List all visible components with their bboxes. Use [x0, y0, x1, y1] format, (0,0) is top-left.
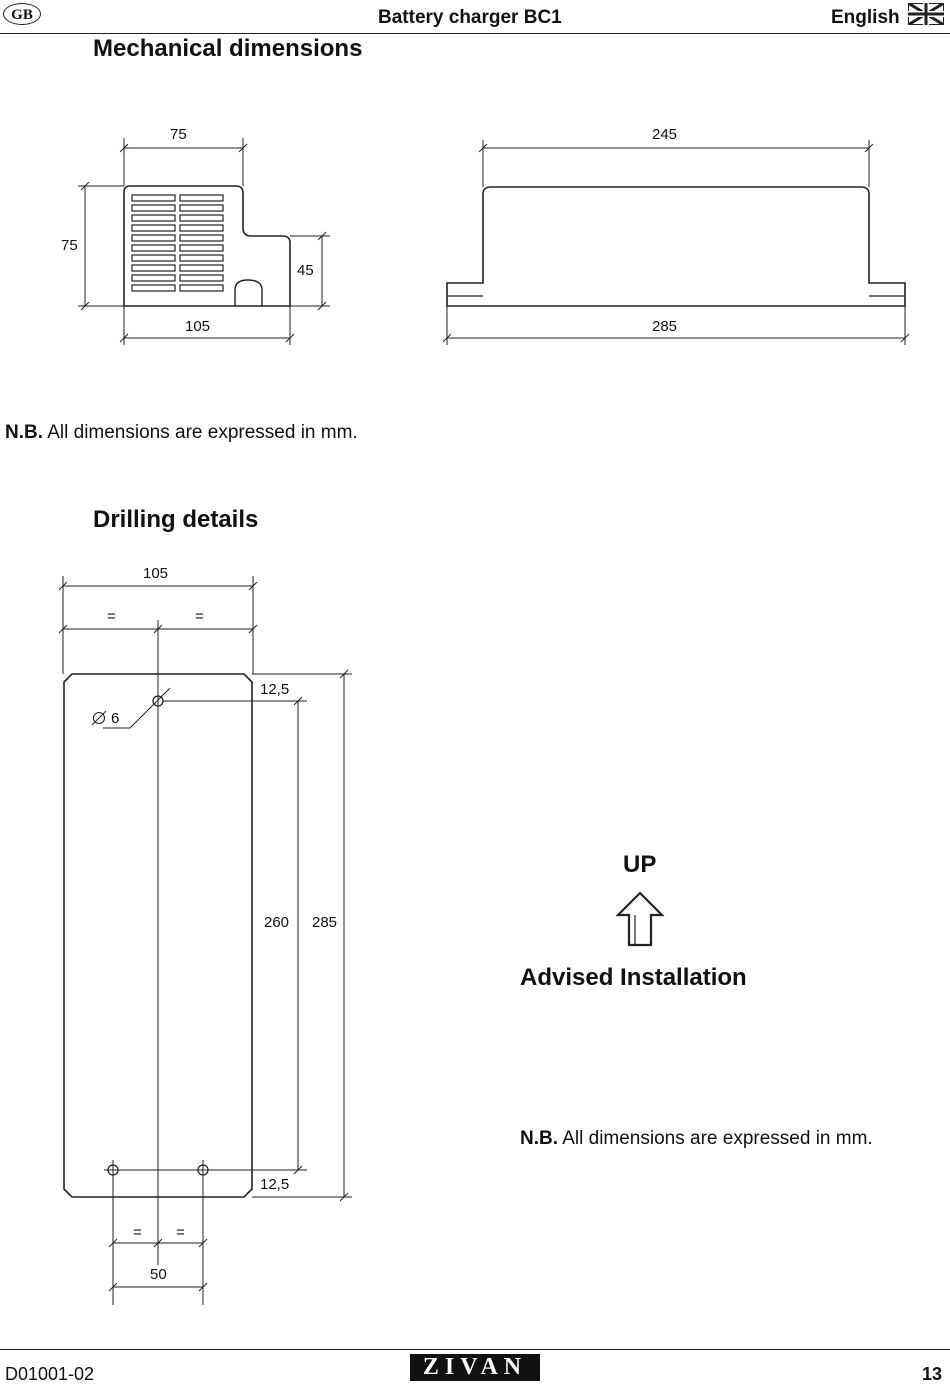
language-label: English: [831, 7, 900, 28]
note-text: All dimensions are expressed in mm.: [43, 422, 358, 443]
page-number: 13: [922, 1364, 943, 1384]
dim-equal-left: =: [107, 608, 116, 625]
dim-bottom-spacing: 50: [150, 1266, 167, 1283]
up-label: UP: [623, 851, 657, 878]
drilling-plate-drawing: [59, 576, 352, 1305]
note-dimensions-mm: [5, 422, 358, 444]
dim-plate-width: 105: [143, 565, 169, 582]
diameter-symbol-icon: [92, 711, 106, 725]
note-dimensions-mm-2: [520, 1128, 873, 1150]
dim-bottom-equal-right: =: [176, 1224, 185, 1241]
dim-front-top: 245: [652, 126, 678, 143]
dim-side-top: 75: [170, 126, 187, 143]
dim-top-offset: 12,5: [260, 681, 290, 698]
up-arrow-icon: [618, 893, 662, 945]
advised-installation-label: Advised Installation: [520, 964, 747, 991]
dim-side-step: 45: [297, 262, 314, 279]
dim-hole-spacing: 260: [264, 914, 290, 931]
dim-front-bottom: 285: [652, 318, 678, 335]
note-text-2: All dimensions are expressed in mm.: [558, 1128, 873, 1149]
dim-hole-diameter: 6: [111, 710, 120, 727]
dim-equal-right: =: [195, 608, 204, 625]
footer-rule: [0, 1349, 950, 1350]
dim-plate-length: 285: [312, 914, 338, 931]
country-badge: GB: [3, 3, 41, 25]
dim-bottom-offset: 12,5: [260, 1176, 290, 1193]
side-view-drawing: [78, 138, 330, 345]
zivan-logo: ZIVAN: [410, 1354, 540, 1381]
front-view-drawing: [443, 140, 909, 345]
dim-side-height: 75: [61, 237, 78, 254]
note-prefix-2: N.B.: [520, 1128, 558, 1149]
dim-side-bottom: 105: [185, 318, 211, 335]
mechanical-dimensions-heading: Mechanical dimensions: [93, 35, 363, 62]
document-code: D01001-02: [5, 1364, 95, 1384]
dim-bottom-equal-left: =: [133, 1224, 142, 1241]
drilling-details-heading: Drilling details: [93, 506, 259, 533]
note-prefix: N.B.: [5, 422, 43, 443]
document-title: Battery charger BC1: [378, 7, 562, 28]
